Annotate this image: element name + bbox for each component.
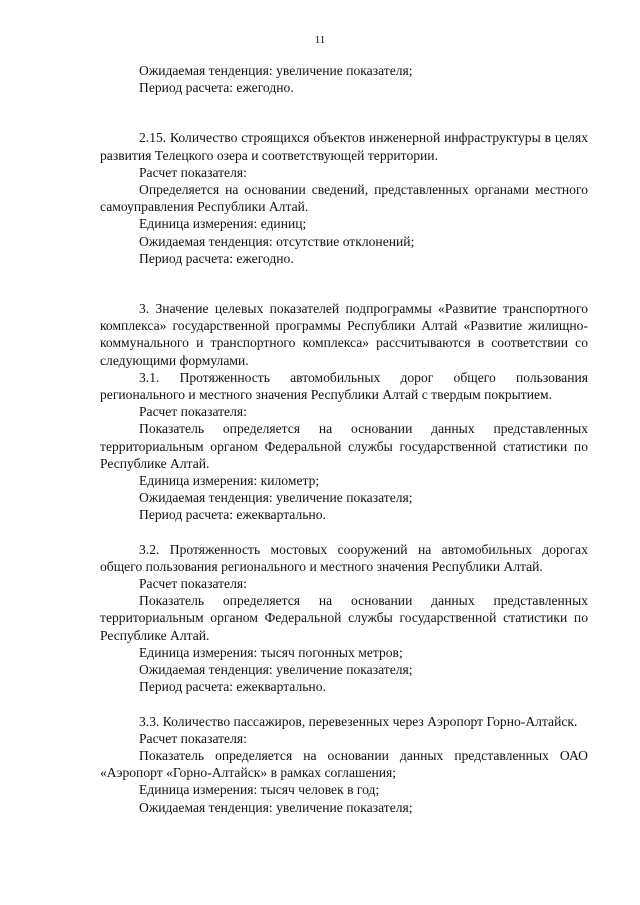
paragraph-determination: Показатель определяется на основании данных представленных территориальным органом Федеральной службы государственной статистики по Республике Алтай. [100, 593, 588, 643]
paragraph-determination: Показатель определяется на основании данных представленных территориальным органом Федеральной службы государственной статистики по Республике Алтай. [100, 421, 588, 471]
document-body [100, 62, 588, 816]
paragraph-section-3-2: 3.2. Протяженность мостовых сооружений на автомобильных дорогах общего пользования регионального и местного значения Республики Алтай. [100, 541, 588, 574]
paragraph-calculation: Расчет показателя: [139, 404, 247, 420]
paragraph-calculation: Расчет показателя: [139, 730, 247, 746]
paragraph-expected-trend: Ожидаемая тенденция: увеличение показателя; [139, 662, 413, 678]
paragraph-unit: Единица измерения: тысяч погонных метров; [139, 644, 403, 660]
paragraph-expected-trend: Ожидаемая тенденция: увеличение показателя; [139, 63, 413, 78]
paragraph-section-2-15: 2.15. Количество строящихся объектов инженерной инфраструктуры в целях развития Телецкого озера и соответствующей территории. [100, 130, 588, 163]
page-number: 11 [314, 34, 326, 46]
paragraph-calc-period: Период расчета: ежеквартально. [139, 679, 326, 695]
paragraph-unit: Единица измерения: километр; [139, 473, 320, 489]
paragraph-determination: Показатель определяется на основании данных представленных ОАО «Аэропорт «Горно-Алтайск» в рамках соглашения; [100, 747, 588, 781]
paragraph-section-3: 3. Значение целевых показателей подпрограммы «Развитие транспортного комплекса» государственной программы Республики Алтай «Развитие жилищно-коммунального и транспортного комплекса» рассчитываются в соответствии со следующими формулами. [100, 301, 588, 368]
paragraph-expected-trend: Ожидаемая тенденция: увеличение показателя; [139, 799, 413, 815]
paragraph-calc-period: Период расчета: ежегодно. [139, 250, 294, 266]
paragraph-calc-period: Период расчета: ежегодно. [139, 80, 294, 96]
paragraph-calc-period: Период расчета: ежеквартально. [139, 507, 326, 523]
paragraph-section-3-1: 3.1. Протяженность автомобильных дорог общего пользования регионального и местного значения Республики Алтай с твердым покрытием. [100, 369, 588, 403]
paragraph-expected-trend: Ожидаемая тенденция: отсутствие отклонений; [139, 233, 415, 249]
paragraph-determination: Определяется на основании сведений, представленных органами местного самоуправления Республики Алтай. [100, 182, 588, 215]
paragraph-calculation: Расчет показателя: [139, 576, 247, 592]
paragraph-unit: Единица измерения: единиц; [139, 216, 307, 232]
paragraph-unit: Единица измерения: тысяч человек в год; [139, 782, 380, 798]
paragraph-expected-trend: Ожидаемая тенденция: увеличение показателя; [139, 490, 413, 506]
paragraph-calculation: Расчет показателя: [139, 164, 247, 180]
paragraph-section-3-3: 3.3. Количество пассажиров, перевезенных через Аэропорт Горно-Алтайск. [139, 713, 578, 729]
